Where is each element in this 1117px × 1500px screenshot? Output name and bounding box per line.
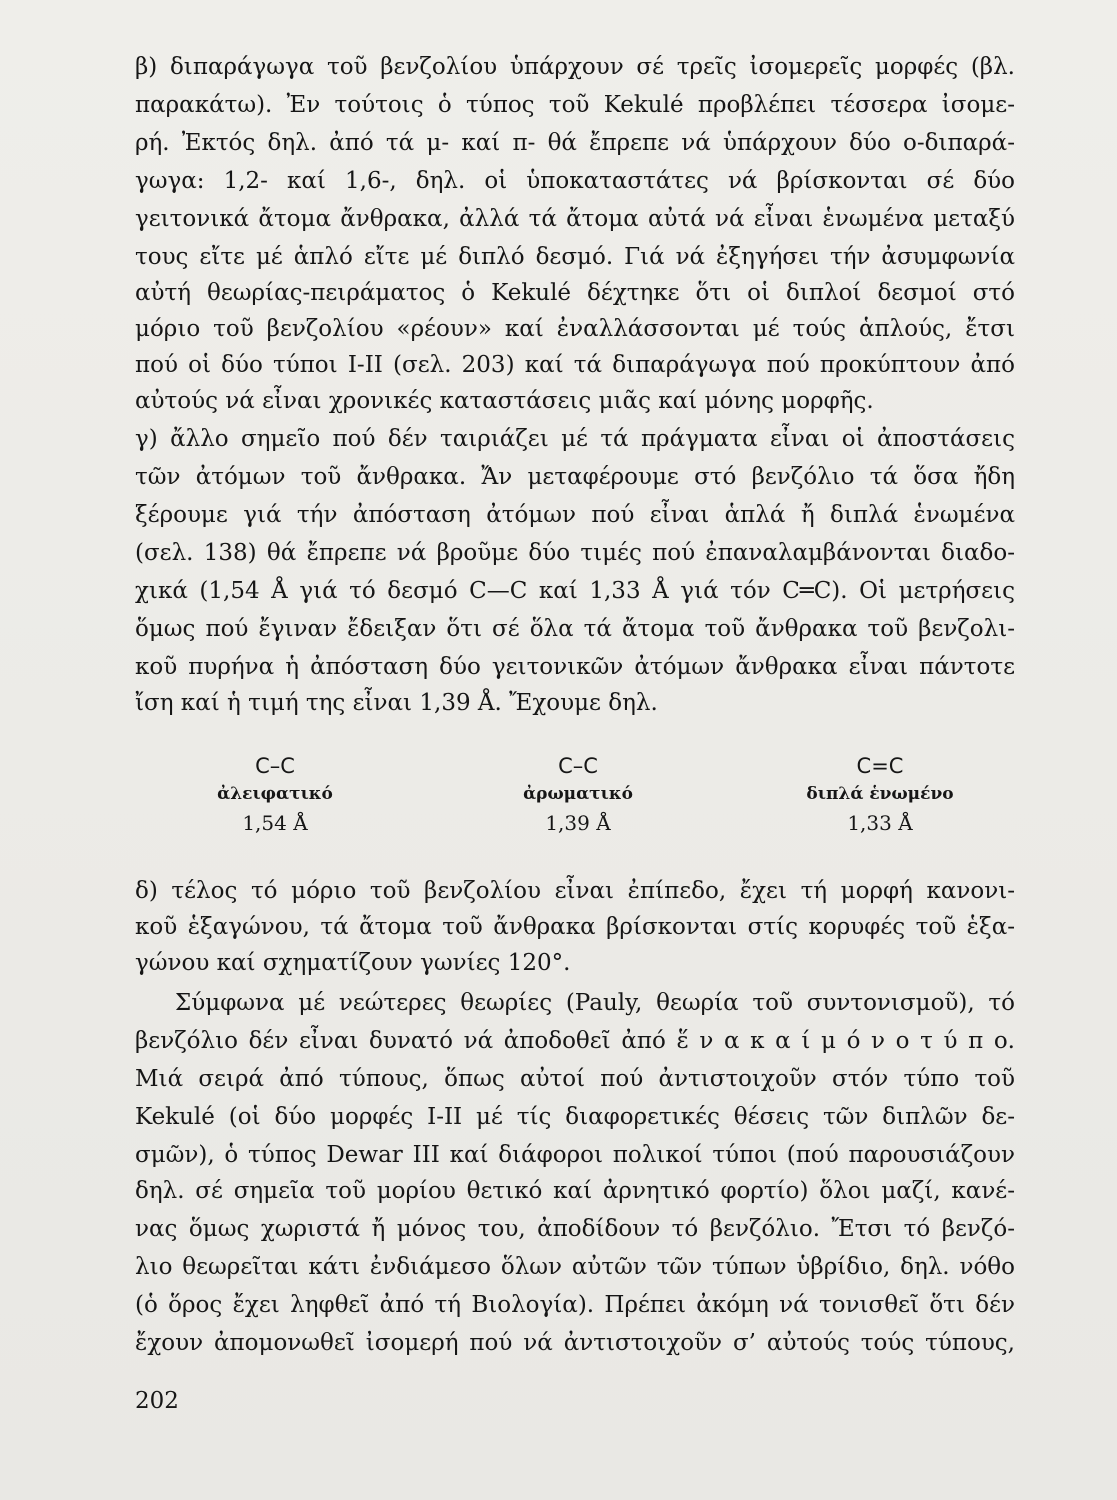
text-line: γώνου καί σχηματίζουν γωνίες 120°.	[135, 950, 571, 976]
text-line: ἴση καί ἡ τιμή της εἶναι 1,39 Å. Ἔχουμε δηλ.	[135, 690, 658, 716]
text-line: αὐτούς νά εἶναι χρονικές καταστάσεις μιᾶς καί μόνης μορφῆς.	[135, 388, 874, 414]
text-line: ἔχουν ἀπομονωθεῖ ἰσομερή πού νά ἀντιστοιχοῦν σ’ αὐτούς τούς τύπους,	[135, 1330, 1015, 1356]
bond-distance: 1,54 Å	[242, 811, 308, 835]
text-line: γειτονικά ἄτομα ἄνθρακα, ἀλλά τά ἄτομα αὐτά νά εἶναι ἑνωμένα μεταξύ	[135, 206, 1015, 232]
text-line: κοῦ πυρήνα ἡ ἀπόσταση δύο γειτονικῶν ἀτόμων ἄνθρακα εἶναι πάντοτε	[135, 654, 1015, 680]
text-line: Μιά σειρά ἀπό τύπους, ὅπως αὐτοί πού ἀντιστοιχοῦν στόν τύπο τοῦ	[135, 1066, 1015, 1092]
text-line: γ) ἄλλο σημεῖο πού δέν ταιριάζει μέ τά πράγματα εἶναι οἱ ἀποστάσεις	[135, 426, 1015, 452]
text-line: τους εἴτε μέ ἁπλό εἴτε μέ διπλό δεσμό. Γιά νά ἐξηγήσει τήν ἀσυμφωνία	[135, 244, 1015, 270]
text-line: (σελ. 138) θά ἔπρεπε νά βροῦμε δύο τιμές πού ἐπαναλαμβάνονται διαδο-	[135, 540, 1015, 566]
text-line: κοῦ ἑξαγώνου, τά ἄτομα τοῦ ἄνθρακα βρίσκονται στίς κορυφές τοῦ ἑξα-	[135, 914, 1015, 940]
text-line: (ὁ ὅρος ἔχει ληφθεῖ ἀπό τή Βιολογία). Πρέπει ἀκόμη νά τονισθεῖ ὅτι δέν	[135, 1292, 1015, 1318]
text-line: αὐτή θεωρίας-πειράματος ὁ Kekulé δέχτηκε ὅτι οἱ διπλοί δεσμοί στό	[135, 280, 1015, 306]
text-line: νας ὅμως χωριστά ἤ μόνος του, ἀποδίδουν τό βενζόλιο. Ἔτσι τό βενζό-	[135, 1216, 1015, 1242]
bond-formula: C–C	[558, 754, 598, 778]
bond-distance: 1,39 Å	[545, 811, 611, 835]
text-line: παρακάτω). Ἐν τούτοις ὁ τύπος τοῦ Kekulé προβλέπει τέσσερα ἰσομε-	[135, 92, 1015, 118]
bond-kind: διπλά ἑνωμένο	[806, 784, 954, 804]
text-line: γωγα: 1,2- καί 1,6-, δηλ. οἱ ὑποκαταστάτες νά βρίσκονται σέ δύο	[135, 168, 1015, 194]
text-line: Σύμφωνα μέ νεώτερες θεωρίες (Pauly, θεωρία τοῦ συντονισμοῦ), τό	[175, 990, 1015, 1016]
bond-double	[780, 752, 980, 838]
text-line: β) διπαράγωγα τοῦ βενζολίου ὑπάρχουν σέ τρεῖς ἰσομερεῖς μορφές (βλ.	[135, 54, 1015, 80]
bond-aliphatic	[175, 752, 375, 838]
text-line: Kekulé (οἱ δύο μορφές I-II μέ τίς διαφορετικές θέσεις τῶν διπλῶν δε-	[135, 1104, 1015, 1130]
bond-kind: ἀλειφατικό	[217, 784, 333, 804]
bond-formula: C=C	[856, 754, 904, 778]
text-line: πού οἱ δύο τύποι I-II (σελ. 203) καί τά διπαράγωγα πού προκύπτουν ἀπό	[135, 352, 1015, 378]
text-line: τῶν ἀτόμων τοῦ ἄνθρακα. Ἄν μεταφέρουμε στό βενζόλιο τά ὅσα ἤδη	[135, 464, 1015, 490]
text-line: χικά (1,54 Å γιά τό δεσμό C—C καί 1,33 Å γιά τόν C═C). Οἱ μετρήσεις	[135, 578, 1015, 604]
text-line: δ) τέλος τό μόριο τοῦ βενζολίου εἶναι ἐπίπεδο, ἔχει τή μορφή κανονι-	[135, 878, 1015, 904]
text-line: ρή. Ἐκτός δηλ. ἀπό τά μ- καί π- θά ἔπρεπε νά ὑπάρχουν δύο ο-διπαρά-	[135, 130, 1015, 156]
text-line: δηλ. σέ σημεῖα τοῦ μορίου θετικό καί ἀρνητικό φορτίο) ὅλοι μαζί, κανέ-	[135, 1178, 1015, 1204]
page-number: 202	[135, 1388, 179, 1414]
text-line: μόριο τοῦ βενζολίου «ρέουν» καί ἐναλλάσσονται μέ τούς ἁπλούς, ἔτσι	[135, 316, 1015, 342]
text-line: σμῶν), ὁ τύπος Dewar III καί διάφοροι πολικοί τύποι (πού παρουσιάζουν	[135, 1142, 1015, 1168]
bond-formula: C–C	[255, 754, 295, 778]
bond-aromatic	[478, 752, 678, 838]
text-line: ὅμως πού ἔγιναν ἔδειξαν ὅτι σέ ὅλα τά ἄτομα τοῦ ἄνθρακα τοῦ βενζολι-	[135, 616, 1015, 642]
bond-distance: 1,33 Å	[847, 811, 913, 835]
bond-kind: ἀρωματικό	[523, 784, 633, 804]
text-line: ξέρουμε γιά τήν ἀπόσταση ἀτόμων πού εἶναι ἁπλά ἤ διπλά ἑνωμένα	[135, 502, 1015, 528]
text-line: λιο θεωρεῖται κάτι ἐνδιάμεσο ὅλων αὐτῶν τῶν τύπων ὑβρίδιο, δηλ. νόθο	[135, 1254, 1015, 1280]
text-line: βενζόλιο δέν εἶναι δυνατό νά ἀποδοθεῖ ἀπό ἕ ν α κ α ί μ ό ν ο τ ύ π ο.	[135, 1028, 1015, 1054]
